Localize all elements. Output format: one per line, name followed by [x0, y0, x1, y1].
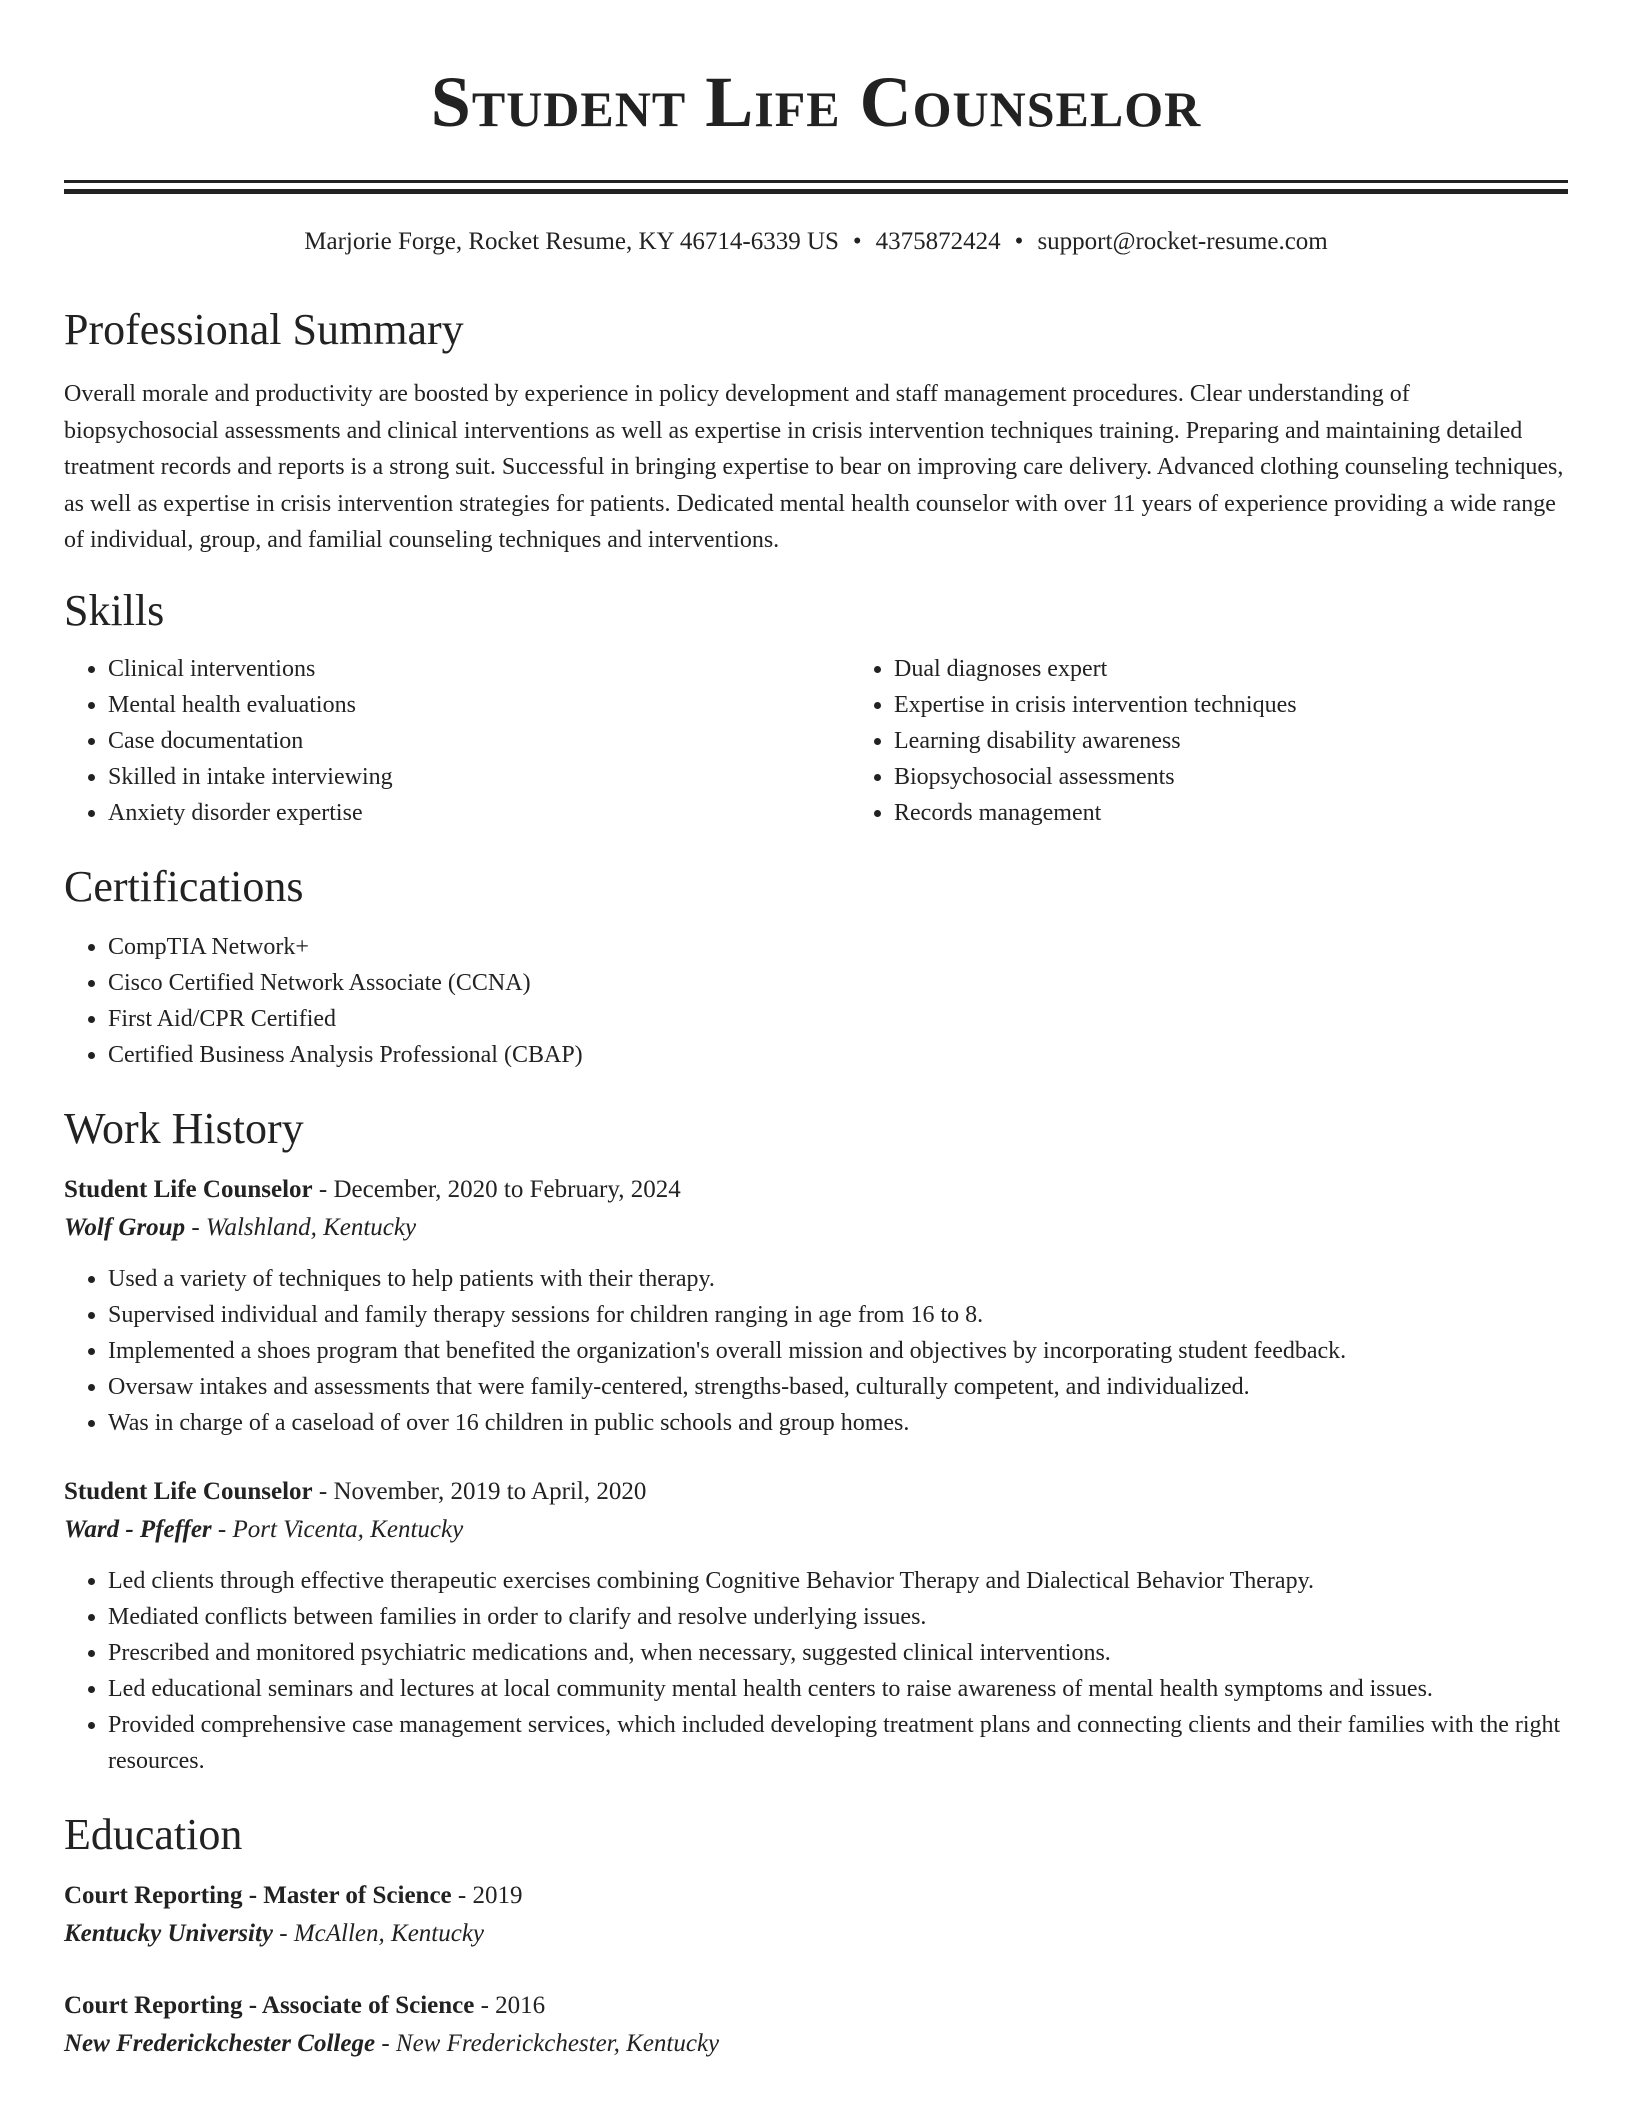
job-bullet: • Was in charge of a caseload of over 16 children in public schools and group homes. [108, 1405, 1568, 1441]
skill-item: • Skilled in intake interviewing [108, 759, 850, 795]
certification-item: • First Aid/CPR Certified [108, 1001, 1568, 1037]
job-entry [64, 1473, 1568, 1779]
job-bullets [64, 1261, 1568, 1441]
contact-separator: • [852, 228, 862, 255]
contact-line [64, 226, 1568, 258]
skill-item: • Mental health evaluations [108, 687, 850, 723]
job-bullet: • Oversaw intakes and assessments that were family-centered, strengths-based, culturally competent, and individualized. [108, 1369, 1568, 1405]
job-bullets [64, 1563, 1568, 1779]
section-heading-skills: Skills [64, 585, 165, 635]
employer-location: Port Vicenta, Kentucky [232, 1515, 464, 1543]
skills-column-right [850, 651, 1297, 831]
job-dates: November, 2019 to April, 2020 [333, 1477, 647, 1505]
job-bullet: • Led clients through effective therapeutic exercises combining Cognitive Behavior Therapy and Dialectical Behavior Therapy. [108, 1563, 1568, 1599]
skills-list [64, 651, 1568, 831]
job-bullet: • Mediated conflicts between families in order to clarify and resolve underlying issues. [108, 1599, 1568, 1635]
school-line: Kentucky University - McAllen, Kentucky [64, 1919, 485, 1947]
degree-year: 2016 [495, 1991, 546, 2019]
job-bullet: • Used a variety of techniques to help patients with their therapy. [108, 1261, 1568, 1297]
section-heading-work-history: Work History [64, 1103, 304, 1153]
job-dates: December, 2020 to February, 2024 [333, 1175, 681, 1203]
job-title-line: Student Life Counselor - December, 2020 to February, 2024 [64, 1175, 681, 1203]
certification-item: • Certified Business Analysis Professional (CBAP) [108, 1037, 1568, 1073]
skill-item: • Case documentation [108, 723, 850, 759]
skill-item: • Learning disability awareness [894, 723, 1297, 759]
contact-separator: • [1014, 228, 1024, 255]
degree-year: 2019 [472, 1881, 523, 1909]
skill-item: • Expertise in crisis intervention techniques [894, 687, 1297, 723]
education-entry [64, 1877, 1568, 1953]
school-name: New Frederickchester College [64, 2029, 376, 2057]
title-divider-thick [64, 189, 1568, 194]
contact-email[interactable]: support@rocket-resume.com [1037, 228, 1328, 255]
summary-text: Overall morale and productivity are boosted by experience in policy development and staff management procedures. Clear understanding of biopsychosocial assessments and clinical interventions as well as expertise in crisis intervention techniques training. Preparing and maintaining detailed treatment records and reports is a strong suit. Successful in bringing expertise to bear on improving care delivery. Advanced clothing counseling techniques, as well as expertise in crisis intervention strategies for patients. Dedicated mental health counselor with over 11 years of experience providing a wide range of individual, group, and familial counseling techniques and interventions. [64, 381, 1564, 553]
certifications-list [64, 929, 1568, 1073]
job-bullet: • Led educational seminars and lectures at local community mental health centers to raise awareness of mental health symptoms and issues. [108, 1671, 1568, 1707]
job-title: Student Life Counselor [64, 1477, 313, 1505]
employer-name: Ward - Pfeffer [64, 1515, 212, 1543]
school-name: Kentucky University [64, 1919, 274, 1947]
employer-line: Wolf Group - Walshland, Kentucky [64, 1213, 417, 1241]
job-bullet: • Implemented a shoes program that benefited the organization's overall mission and objectives by incorporating student feedback. [108, 1333, 1568, 1369]
job-bullet: • Supervised individual and family therapy sessions for children ranging in age from 16 to 8. [108, 1297, 1568, 1333]
skill-item: • Dual diagnoses expert [894, 651, 1297, 687]
school-location: McAllen, Kentucky [293, 1919, 485, 1947]
skill-item: • Biopsychosocial assessments [894, 759, 1297, 795]
certification-item: • Cisco Certified Network Associate (CCNA) [108, 965, 1568, 1001]
section-heading-summary: Professional Summary [64, 305, 464, 354]
job-entry [64, 1171, 1568, 1441]
degree-name: Court Reporting - Master of Science [64, 1881, 452, 1909]
employer-name: Wolf Group [64, 1213, 186, 1241]
job-title-line: Student Life Counselor - November, 2019 to April, 2020 [64, 1477, 647, 1505]
job-title: Student Life Counselor [64, 1175, 313, 1203]
certification-item: • CompTIA Network+ [108, 929, 1568, 965]
degree-line: Court Reporting - Associate of Science - 2016 [64, 1991, 546, 2019]
degree-line: Court Reporting - Master of Science - 2019 [64, 1881, 523, 1909]
job-bullet: • Prescribed and monitored psychiatric medications and, when necessary, suggested clinical interventions. [108, 1635, 1568, 1671]
employer-line: Ward - Pfeffer - Port Vicenta, Kentucky [64, 1515, 464, 1543]
title-divider-thin [64, 180, 1568, 183]
contact-phone: 4375872424 [875, 228, 1001, 255]
contact-address: Marjorie Forge, Rocket Resume, KY 46714-6339 US [304, 228, 839, 255]
section-heading-certifications: Certifications [64, 861, 304, 911]
section-heading-education: Education [64, 1809, 243, 1859]
education-entry [64, 1987, 1568, 2063]
employer-location: Walshland, Kentucky [205, 1213, 417, 1241]
degree-name: Court Reporting - Associate of Science [64, 1991, 475, 2019]
skills-column-left [64, 651, 850, 831]
resume-title: Student Life Counselor [430, 62, 1202, 142]
school-line: New Frederickchester College - New Frederickchester, Kentucky [64, 2029, 720, 2057]
job-bullet: • Provided comprehensive case management services, which included developing treatment plans and connecting clients and their families with the right resources. [108, 1707, 1568, 1779]
school-location: New Frederickchester, Kentucky [395, 2029, 720, 2057]
skill-item: • Clinical interventions [108, 651, 850, 687]
skill-item: • Records management [894, 795, 1297, 831]
skill-item: • Anxiety disorder expertise [108, 795, 850, 831]
